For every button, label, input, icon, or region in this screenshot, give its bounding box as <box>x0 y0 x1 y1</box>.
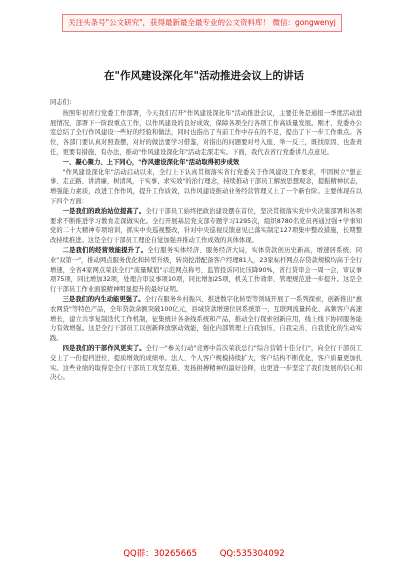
point-body: 全行在服务乡村振兴、推进数字化转型等领域开展了一系列探索，创新推出"惠农网贷"等特色产品，全年贷款余额突破100亿元，县域贷款增速位居系统第一，互联网流量转化、高频客户高速增长，建立共享复制迭代工作机制，征集统计各条线系统和产品，推动全行探索创新应用，线上线下协同服务能力有效增强。这是全行干部员工以创新释放驱动效能，强化内部管理上自我加压、自我完善、自我优化的生动实践。 <box>50 295 362 343</box>
footer-contact <box>0 547 408 559</box>
point-paragraph-1 <box>50 207 362 246</box>
section-intro-paragraph: "作风建设深化年"活动启动以来，全行上下认真贯彻落实省行党委关于作风建设工作要求，牢固树立"想正事、走正路、讲清廉、树清风，干实事、求实效"的治行理念，持续推动干部员工解放思想观念，提振精神状态，增强能力素质，改进工作作风，提升工作质效，以作风建设推动业务经营管理又上了一个新台阶。主要体现在以下四个方面： <box>50 168 362 205</box>
point-paragraph-4 <box>50 344 362 383</box>
point-body: 全行一"参关行动"竞赛中首次荣获总行"综合营销十佳分行"，向全行干部员工交上了一份提档进位、提质增效的成绩单。法人、个人客户规模持续扩大，客户结构不断优化，客户质量更加扎实。这些业绩的取得是全行干部员工攻坚克难、发扬拼搏精神的最好诠释，也更进一步坚定了我们发展的信心和决心。 <box>50 344 363 382</box>
point-lead: 一是我们的政治站位提高了。 <box>62 207 146 215</box>
promo-banner: 关注头条号"公文研究"，获得最新最全最专业的公文资料库！ 微信：gongwenyj <box>62 14 342 32</box>
point-paragraph-2 <box>50 246 362 295</box>
footer-qq: QQ:535304092 <box>219 549 285 559</box>
point-lead: 四是我们的干部作风更实了。 <box>62 344 146 352</box>
point-body: 全行服务实体经济、服务经济大局，实体贷款创历史新高，增速居系统、同业"双第一"，推动网点服务优化和转型升级，转岗挖潜配备客户经理81人，23家标杆网点存贷款规模均高于全行增速，全省4家网点荣获全行"流量赋值"示范网点称号，监管投诉同比压降90%，省行贷审会一周一会，审议事项75项，同比增加32项，处理合审议事项10项，同比增加25项，机关工作效率、管理规范进一步提升。这是全行干部员工作业面貌精神明显提升的最好证明。 <box>50 246 363 294</box>
point-lead: 二是我们的经营效能提升了。 <box>62 246 148 254</box>
section-heading: 一、凝心聚力、上下同心，"作风建设深化年"活动取得初步成效 <box>62 158 240 166</box>
footer-qq-group: QQ群：30265665 <box>123 549 198 559</box>
intro-paragraph: 按照年初省行党委工作部署，今天我们召开"作风建设深化年"活动推进会议，主要任务是通报一季度活动进展情况，部署下一阶段重点工作，以作风建设的良好成效，保障各项全行各项工作高质量发展。刚才，党委办公室总结了全行作风建设一些好的经验和做法，同时也指出了当前工作中存在的不足，提出了下一步工作重点。各位，各部门要认真对照查摆，对好的做法要学习借鉴，对指出的问题要对号入座、举一反三，既找原因、也查责任，更要有措施、有办法，推动"作风建设深化年"活动走深走实。下面，我代表省行党委讲几点意见。 <box>50 109 362 156</box>
document-title: 在"作风建设深化年"活动推进会议上的讲话 <box>104 70 304 82</box>
point-body: 全行干部员工始终把政治建设摆在首位，坚决贯彻落实党中央决策部署和各项要求不断推进学习教育走深做实化。全行开展基层党支部专题学习1295次，组织8780名党员再通过强+学事知党的二十大精神专项培训，抓实中央巡视整改，针对中央巡视反馈意见已落实制定127项集中整改措施，长期整改持续推进。这是全行干部员工理论自觉加强并推动工作成效的具体体现。 <box>50 207 363 245</box>
point-lead: 三是我们的内生动能更强了。 <box>62 295 145 303</box>
document-body <box>50 98 362 383</box>
point-paragraph-3 <box>50 295 362 344</box>
greeting: 同志们： <box>50 99 76 106</box>
